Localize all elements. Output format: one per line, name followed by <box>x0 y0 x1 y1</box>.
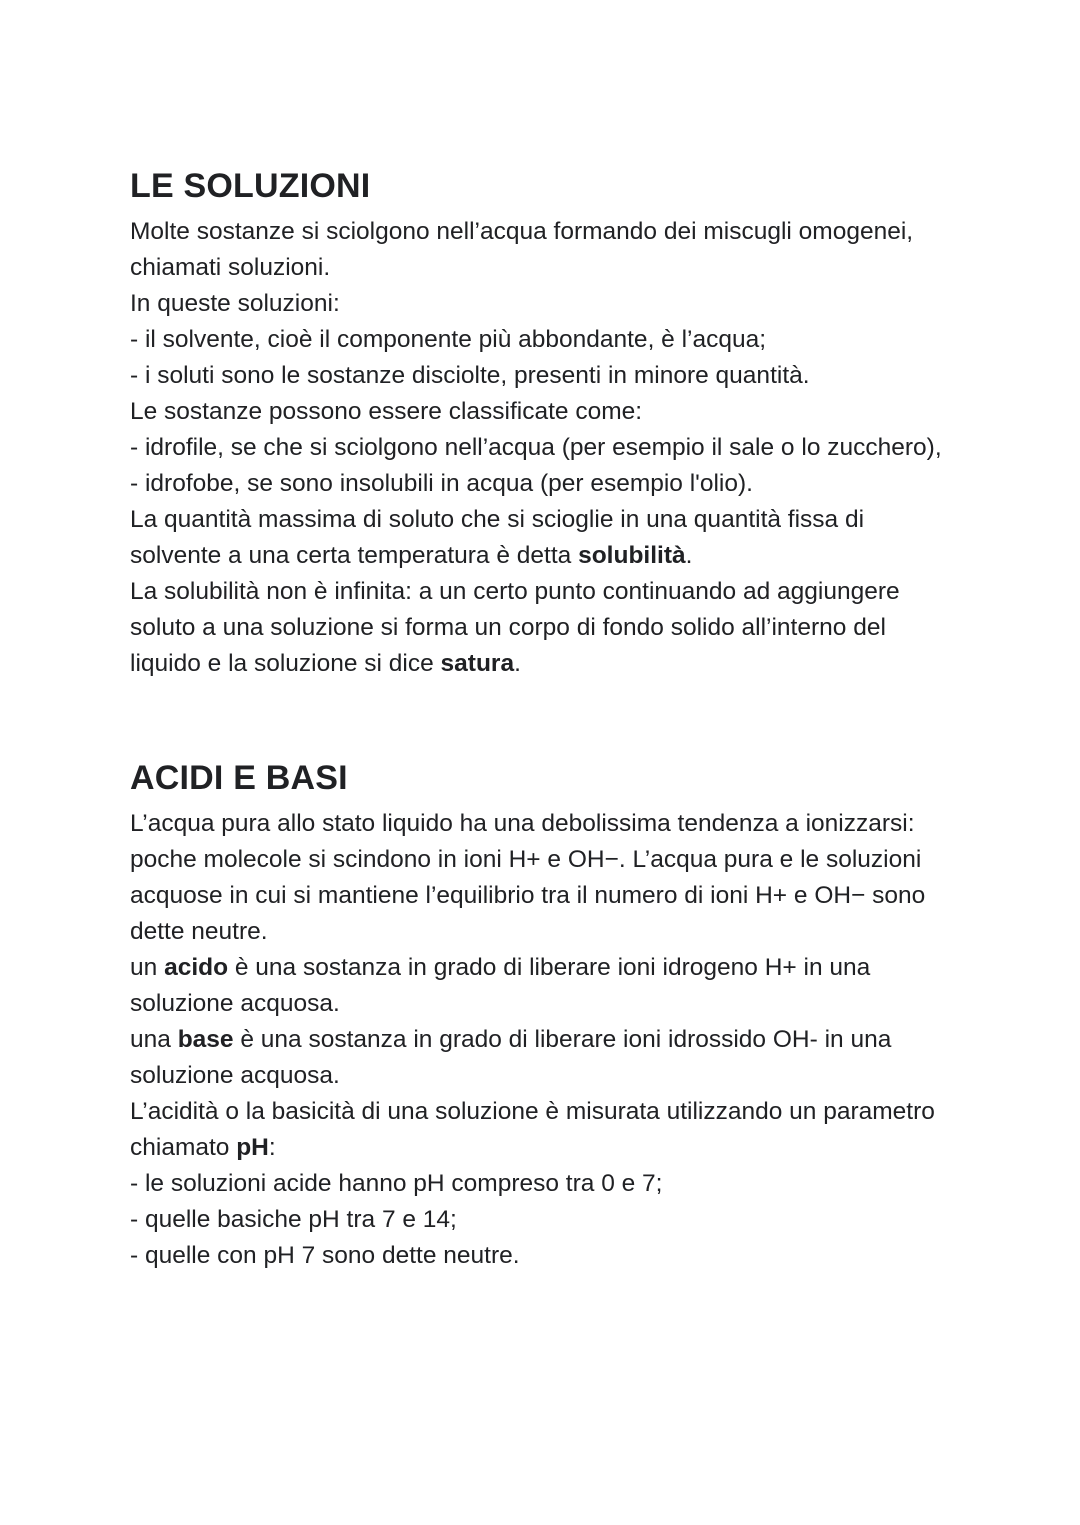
section-title: ACIDI E BASI <box>130 759 348 797</box>
paragraph <box>130 430 960 466</box>
text-run: La solubilità non è infinita: a un certo punto continuando ad aggiungere soluto a una soluzione si forma un corpo di fondo solido all’interno del liquido e la soluzione si dice <box>130 578 900 677</box>
section-title: LE SOLUZIONI <box>130 167 371 205</box>
paragraph <box>130 806 960 950</box>
text-run: Molte sostanze si sciolgono nell’acqua formando dei miscugli omogenei, chiamati soluzioni. <box>130 218 914 281</box>
text-run: una <box>130 1026 178 1053</box>
text-run: - quelle basiche pH tra 7 e 14; <box>130 1206 457 1233</box>
bold-term: solubilità <box>578 542 686 569</box>
text-run: è una sostanza in grado di liberare ioni idrogeno H+ in una soluzione acquosa. <box>130 954 871 1017</box>
text-run: La quantità massima di soluto che si scioglie in una quantità fissa di solvente a una certa temperatura è detta <box>130 506 865 569</box>
text-run: un <box>130 954 165 981</box>
text-run: L’acidità o la basicità di una soluzione è misurata utilizzando un parametro chiamato <box>130 1098 935 1161</box>
paragraph <box>130 1238 960 1274</box>
bold-term: pH <box>236 1134 269 1161</box>
paragraph <box>130 1022 960 1094</box>
text-run: - i soluti sono le sostanze disciolte, presenti in minore quantità. <box>130 362 810 389</box>
paragraph <box>130 214 960 286</box>
paragraph <box>130 322 960 358</box>
text-run: - quelle con pH 7 sono dette neutre. <box>130 1242 520 1269</box>
section-body <box>130 214 960 682</box>
paragraph <box>130 950 960 1022</box>
text-run: - le soluzioni acide hanno pH compreso tra 0 e 7; <box>130 1170 663 1197</box>
paragraph <box>130 286 960 322</box>
paragraph <box>130 394 960 430</box>
section-le-soluzioni <box>130 166 960 682</box>
paragraph <box>130 358 960 394</box>
paragraph <box>130 574 960 682</box>
text-run: è una sostanza in grado di liberare ioni idrossido OH- in una soluzione acquosa. <box>130 1026 892 1089</box>
section-acidi-e-basi <box>130 758 960 1274</box>
text-run: . <box>514 650 521 677</box>
paragraph <box>130 1202 960 1238</box>
text-run: - idrofobe, se sono insolubili in acqua (per esempio l'olio). <box>130 470 753 497</box>
text-run: - idrofile, se che si sciolgono nell’acqua (per esempio il sale o lo zucchero), <box>130 434 942 461</box>
bold-term: acido <box>164 954 229 981</box>
text-run: L’acqua pura allo stato liquido ha una debolissima tendenza a ionizzarsi: poche molecole si scindono in ioni H+ e OH−. L’acqua pura e le soluzioni acquose in cui si mantiene l’equilibrio tra il numero di ioni H+ e OH− sono dette neutre. <box>130 810 926 945</box>
text-run: : <box>268 1134 276 1161</box>
text-run: . <box>685 542 693 569</box>
text-run: - il solvente, cioè il componente più abbondante, è l’acqua; <box>130 326 767 353</box>
paragraph <box>130 466 960 502</box>
section-body <box>130 806 960 1274</box>
bold-term: satura <box>440 650 515 677</box>
text-run: Le sostanze possono essere classificate come: <box>130 398 643 425</box>
paragraph <box>130 1094 960 1166</box>
paragraph <box>130 1166 960 1202</box>
paragraph <box>130 502 960 574</box>
text-run: In queste soluzioni: <box>130 290 340 317</box>
bold-term: base <box>177 1026 234 1053</box>
